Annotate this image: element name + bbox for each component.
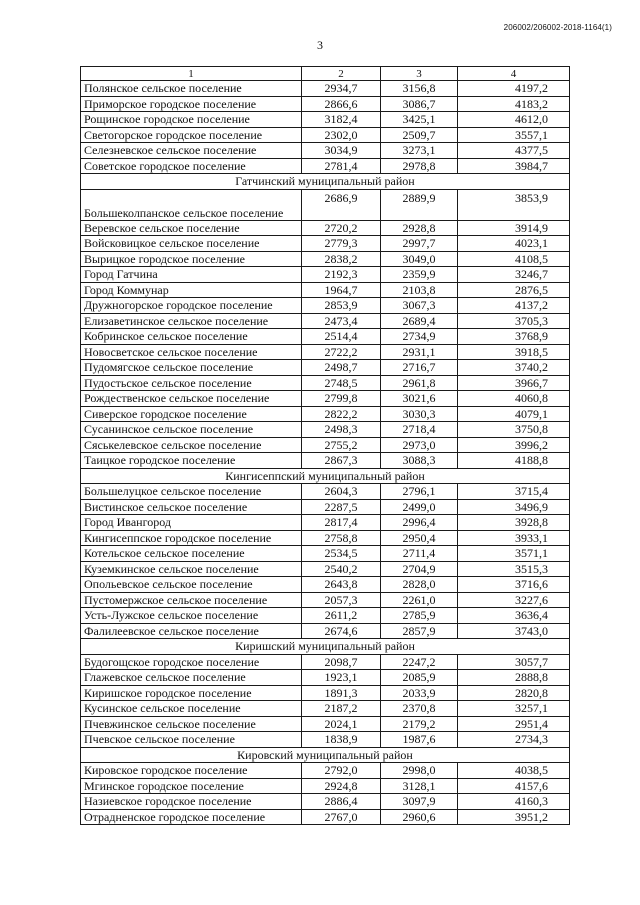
value-col4-cell: 4197,2 — [458, 81, 570, 97]
value-col3-cell: 3097,9 — [381, 794, 458, 810]
value-col2-cell: 2192,3 — [302, 267, 381, 283]
value-col4-cell: 4612,0 — [458, 112, 570, 128]
table-row — [81, 499, 570, 515]
value-col4-cell: 3918,5 — [458, 344, 570, 360]
value-col4-cell: 3914,9 — [458, 220, 570, 236]
value-col4-cell: 3557,1 — [458, 127, 570, 143]
value-col3-cell: 3049,0 — [381, 251, 458, 267]
document-id: 206002/206002-2018-1164(1) — [503, 23, 612, 32]
value-col3-cell: 2179,2 — [381, 716, 458, 732]
value-col2-cell: 2514,4 — [302, 329, 381, 345]
table-row — [81, 623, 570, 639]
table-row — [81, 732, 570, 748]
value-col3-cell: 2711,4 — [381, 546, 458, 562]
value-col4-cell: 3716,6 — [458, 577, 570, 593]
value-col2-cell: 2720,2 — [302, 220, 381, 236]
value-col4-cell: 3951,2 — [458, 809, 570, 825]
table-row — [81, 685, 570, 701]
table-row — [81, 809, 570, 825]
district-header-row — [81, 747, 570, 763]
value-col4-cell: 3984,7 — [458, 158, 570, 174]
value-col4-cell: 2734,3 — [458, 732, 570, 748]
settlement-name-cell: Куземкинское сельское поселение — [81, 561, 302, 577]
value-col4-cell: 3057,7 — [458, 654, 570, 670]
table-row — [81, 329, 570, 345]
value-col2-cell: 2792,0 — [302, 763, 381, 779]
value-col3-cell: 2499,0 — [381, 499, 458, 515]
value-col3-cell: 3128,1 — [381, 778, 458, 794]
settlement-name-cell: Сиверское городское поселение — [81, 406, 302, 422]
value-col3-cell: 2689,4 — [381, 313, 458, 329]
settlement-name-cell: Кусинское сельское поселение — [81, 701, 302, 717]
value-col4-cell: 3853,9 — [458, 189, 570, 220]
data-table — [80, 66, 570, 825]
value-col2-cell: 2853,9 — [302, 298, 381, 314]
settlement-name-cell: Дружногорское городское поселение — [81, 298, 302, 314]
table-row — [81, 158, 570, 174]
value-col3-cell: 2998,0 — [381, 763, 458, 779]
value-col4-cell: 3227,6 — [458, 592, 570, 608]
table-row — [81, 437, 570, 453]
table-row — [81, 592, 570, 608]
page-number: 3 — [317, 38, 323, 52]
value-col3-cell: 2716,7 — [381, 360, 458, 376]
table-row — [81, 794, 570, 810]
table-row — [81, 484, 570, 500]
value-col4-cell: 3996,2 — [458, 437, 570, 453]
table-row — [81, 112, 570, 128]
table-row — [81, 267, 570, 283]
value-col3-cell: 2961,8 — [381, 375, 458, 391]
table-row — [81, 670, 570, 686]
value-col4-cell: 3636,4 — [458, 608, 570, 624]
settlement-name-cell: Будогощское городское поселение — [81, 654, 302, 670]
value-col2-cell: 2611,2 — [302, 608, 381, 624]
settlement-name-cell: Приморское городское поселение — [81, 96, 302, 112]
table-row — [81, 453, 570, 469]
settlement-name-cell: Киришское городское поселение — [81, 685, 302, 701]
table-row — [81, 701, 570, 717]
district-header-row — [81, 174, 570, 190]
value-col4-cell: 4023,1 — [458, 236, 570, 252]
value-col4-cell: 4188,8 — [458, 453, 570, 469]
table-row — [81, 143, 570, 159]
value-col3-cell: 2103,8 — [381, 282, 458, 298]
value-col2-cell: 2302,0 — [302, 127, 381, 143]
value-col2-cell: 1923,1 — [302, 670, 381, 686]
value-col2-cell: 2643,8 — [302, 577, 381, 593]
table-row — [81, 360, 570, 376]
value-col2-cell: 1964,7 — [302, 282, 381, 298]
table-row — [81, 220, 570, 236]
value-col3-cell: 2931,1 — [381, 344, 458, 360]
settlement-name-cell: Большеколпанское сельское поселение — [81, 189, 302, 220]
value-col4-cell: 4377,5 — [458, 143, 570, 159]
value-col4-cell: 2876,5 — [458, 282, 570, 298]
value-col3-cell: 3425,1 — [381, 112, 458, 128]
settlement-name-cell: Город Коммунар — [81, 282, 302, 298]
value-col4-cell: 4157,6 — [458, 778, 570, 794]
settlement-name-cell: Город Гатчина — [81, 267, 302, 283]
column-header-4: 4 — [458, 67, 570, 81]
settlement-name-cell: Вистинское сельское поселение — [81, 499, 302, 515]
table-row — [81, 189, 570, 220]
value-col4-cell: 3705,3 — [458, 313, 570, 329]
value-col2-cell: 2473,4 — [302, 313, 381, 329]
table-row — [81, 81, 570, 97]
table-row — [81, 236, 570, 252]
value-col4-cell: 4079,1 — [458, 406, 570, 422]
value-col4-cell: 4160,3 — [458, 794, 570, 810]
settlement-name-cell: Большелуцкое сельское поселение — [81, 484, 302, 500]
value-col2-cell: 2799,8 — [302, 391, 381, 407]
value-col2-cell: 2748,5 — [302, 375, 381, 391]
value-col3-cell: 1987,6 — [381, 732, 458, 748]
value-col4-cell: 4183,2 — [458, 96, 570, 112]
settlement-name-cell: Войсковицкое сельское поселение — [81, 236, 302, 252]
value-col3-cell: 2359,9 — [381, 267, 458, 283]
value-col4-cell: 4108,5 — [458, 251, 570, 267]
value-col2-cell: 2686,9 — [302, 189, 381, 220]
value-col4-cell: 3928,8 — [458, 515, 570, 531]
value-col2-cell: 1838,9 — [302, 732, 381, 748]
value-col2-cell: 2758,8 — [302, 530, 381, 546]
settlement-name-cell: Светогорское городское поселение — [81, 127, 302, 143]
table-header-row — [81, 67, 570, 81]
value-col4-cell: 4038,5 — [458, 763, 570, 779]
value-col2-cell: 2057,3 — [302, 592, 381, 608]
table-row — [81, 298, 570, 314]
value-col2-cell: 1891,3 — [302, 685, 381, 701]
value-col3-cell: 2978,8 — [381, 158, 458, 174]
settlement-name-cell: Советское городское поселение — [81, 158, 302, 174]
table-row — [81, 763, 570, 779]
settlement-name-cell: Кобринское сельское поселение — [81, 329, 302, 345]
value-col3-cell: 3156,8 — [381, 81, 458, 97]
settlement-name-cell: Усть-Лужское сельское поселение — [81, 608, 302, 624]
value-col3-cell: 2718,4 — [381, 422, 458, 438]
value-col4-cell: 3933,1 — [458, 530, 570, 546]
value-col3-cell: 2997,7 — [381, 236, 458, 252]
table-row — [81, 530, 570, 546]
settlement-name-cell: Пустомержское сельское поселение — [81, 592, 302, 608]
value-col2-cell: 2924,8 — [302, 778, 381, 794]
table-row — [81, 282, 570, 298]
value-col3-cell: 2247,2 — [381, 654, 458, 670]
table-row — [81, 391, 570, 407]
value-col2-cell: 2934,7 — [302, 81, 381, 97]
settlement-name-cell: Назиевское городское поселение — [81, 794, 302, 810]
value-col3-cell: 2704,9 — [381, 561, 458, 577]
table-row — [81, 778, 570, 794]
value-col2-cell: 2838,2 — [302, 251, 381, 267]
value-col3-cell: 2960,6 — [381, 809, 458, 825]
value-col2-cell: 2187,2 — [302, 701, 381, 717]
settlement-name-cell: Фалилеевское сельское поселение — [81, 623, 302, 639]
district-name: Киришский муниципальный район — [81, 639, 570, 655]
value-col4-cell: 3740,2 — [458, 360, 570, 376]
value-col3-cell: 2785,9 — [381, 608, 458, 624]
table-row — [81, 344, 570, 360]
value-col3-cell: 2261,0 — [381, 592, 458, 608]
value-col2-cell: 2024,1 — [302, 716, 381, 732]
value-col2-cell: 2886,4 — [302, 794, 381, 810]
value-col2-cell: 2540,2 — [302, 561, 381, 577]
table-row — [81, 608, 570, 624]
settlement-name-cell: Селезневское сельское поселение — [81, 143, 302, 159]
table-row — [81, 561, 570, 577]
value-col2-cell: 2674,6 — [302, 623, 381, 639]
value-col4-cell: 4060,8 — [458, 391, 570, 407]
value-col4-cell: 3246,7 — [458, 267, 570, 283]
district-name: Кингисеппский муниципальный район — [81, 468, 570, 484]
value-col4-cell: 3743,0 — [458, 623, 570, 639]
value-col3-cell: 2033,9 — [381, 685, 458, 701]
settlement-name-cell: Мгинское городское поселение — [81, 778, 302, 794]
column-header-3: 3 — [381, 67, 458, 81]
settlement-name-cell: Рощинское городское поселение — [81, 112, 302, 128]
value-col3-cell: 3021,6 — [381, 391, 458, 407]
district-header-row — [81, 468, 570, 484]
settlement-name-cell: Вырицкое городское поселение — [81, 251, 302, 267]
value-col3-cell: 2509,7 — [381, 127, 458, 143]
district-name: Гатчинский муниципальный район — [81, 174, 570, 190]
value-col2-cell: 2867,3 — [302, 453, 381, 469]
settlement-name-cell: Кингисеппское городское поселение — [81, 530, 302, 546]
settlement-name-cell: Елизаветинское сельское поселение — [81, 313, 302, 329]
settlement-name-cell: Новосветское сельское поселение — [81, 344, 302, 360]
value-col4-cell: 2888,8 — [458, 670, 570, 686]
district-header-row — [81, 639, 570, 655]
value-col2-cell: 2767,0 — [302, 809, 381, 825]
value-col3-cell: 2973,0 — [381, 437, 458, 453]
value-col3-cell: 2370,8 — [381, 701, 458, 717]
value-col2-cell: 2755,2 — [302, 437, 381, 453]
value-col3-cell: 3030,3 — [381, 406, 458, 422]
settlement-name-cell: Кировское городское поселение — [81, 763, 302, 779]
table-row — [81, 654, 570, 670]
value-col2-cell: 2781,4 — [302, 158, 381, 174]
table-row — [81, 406, 570, 422]
settlement-name-cell: Отрадненское городское поселение — [81, 809, 302, 825]
value-col3-cell: 2950,4 — [381, 530, 458, 546]
settlement-name-cell: Котельское сельское поселение — [81, 546, 302, 562]
value-col2-cell: 2779,3 — [302, 236, 381, 252]
value-col3-cell: 2996,4 — [381, 515, 458, 531]
table-row — [81, 422, 570, 438]
value-col2-cell: 2498,3 — [302, 422, 381, 438]
column-header-2: 2 — [302, 67, 381, 81]
value-col4-cell: 3768,9 — [458, 329, 570, 345]
value-col3-cell: 2085,9 — [381, 670, 458, 686]
value-col2-cell: 3182,4 — [302, 112, 381, 128]
value-col2-cell: 2822,2 — [302, 406, 381, 422]
value-col2-cell: 2866,6 — [302, 96, 381, 112]
value-col3-cell: 3088,3 — [381, 453, 458, 469]
settlement-name-cell: Рождественское сельское поселение — [81, 391, 302, 407]
settlement-name-cell: Веревское сельское поселение — [81, 220, 302, 236]
settlement-name-cell: Пчевское сельское поселение — [81, 732, 302, 748]
settlement-name-cell: Город Ивангород — [81, 515, 302, 531]
settlement-name-cell: Пудомягское сельское поселение — [81, 360, 302, 376]
table-body — [81, 67, 570, 825]
value-col4-cell: 3496,9 — [458, 499, 570, 515]
value-col3-cell: 3067,3 — [381, 298, 458, 314]
value-col3-cell: 3273,1 — [381, 143, 458, 159]
settlement-name-cell: Полянское сельское поселение — [81, 81, 302, 97]
value-col2-cell: 2604,3 — [302, 484, 381, 500]
value-col3-cell: 2928,8 — [381, 220, 458, 236]
value-col4-cell: 3571,1 — [458, 546, 570, 562]
value-col2-cell: 2722,2 — [302, 344, 381, 360]
table-row — [81, 515, 570, 531]
value-col2-cell: 2534,5 — [302, 546, 381, 562]
column-header-1: 1 — [81, 67, 302, 81]
value-col4-cell: 4137,2 — [458, 298, 570, 314]
settlement-name-cell: Сусанинское сельское поселение — [81, 422, 302, 438]
settlement-name-cell: Опольевское сельское поселение — [81, 577, 302, 593]
table-row — [81, 127, 570, 143]
value-col2-cell: 2817,4 — [302, 515, 381, 531]
table-row — [81, 375, 570, 391]
table-row — [81, 546, 570, 562]
value-col3-cell: 2734,9 — [381, 329, 458, 345]
settlement-name-cell: Глажевское сельское поселение — [81, 670, 302, 686]
value-col2-cell: 2498,7 — [302, 360, 381, 376]
value-col4-cell: 3715,4 — [458, 484, 570, 500]
table-row — [81, 577, 570, 593]
value-col3-cell: 2796,1 — [381, 484, 458, 500]
settlement-name-cell: Таицкое городское поселение — [81, 453, 302, 469]
value-col3-cell: 2889,9 — [381, 189, 458, 220]
value-col3-cell: 2828,0 — [381, 577, 458, 593]
table-row — [81, 313, 570, 329]
value-col2-cell: 2287,5 — [302, 499, 381, 515]
value-col4-cell: 3257,1 — [458, 701, 570, 717]
value-col3-cell: 3086,7 — [381, 96, 458, 112]
value-col4-cell: 2820,8 — [458, 685, 570, 701]
value-col3-cell: 2857,9 — [381, 623, 458, 639]
district-name: Кировский муниципальный район — [81, 747, 570, 763]
table-row — [81, 716, 570, 732]
value-col4-cell: 3515,3 — [458, 561, 570, 577]
table-row — [81, 251, 570, 267]
value-col2-cell: 2098,7 — [302, 654, 381, 670]
settlement-name-cell: Пчевжинское сельское поселение — [81, 716, 302, 732]
table-row — [81, 96, 570, 112]
settlement-name-cell: Пудостьское сельское поселение — [81, 375, 302, 391]
settlement-name-cell: Сяськелевское сельское поселение — [81, 437, 302, 453]
value-col4-cell: 3750,8 — [458, 422, 570, 438]
value-col2-cell: 3034,9 — [302, 143, 381, 159]
value-col4-cell: 3966,7 — [458, 375, 570, 391]
value-col4-cell: 2951,4 — [458, 716, 570, 732]
